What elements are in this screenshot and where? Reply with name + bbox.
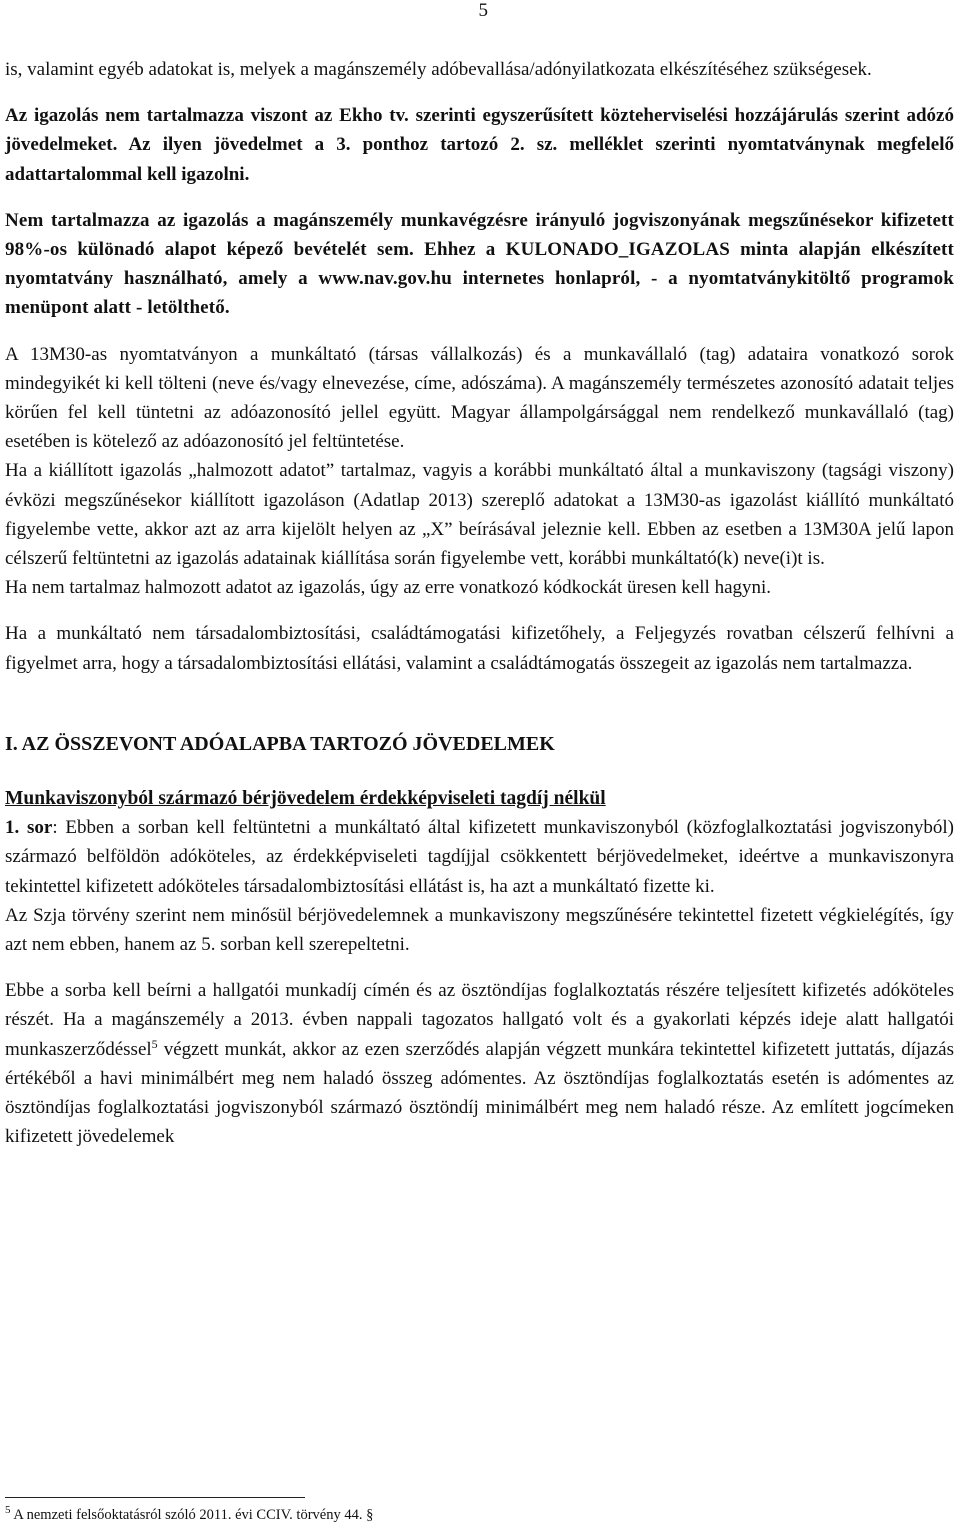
paragraph-intro: is, valamint egyéb adatokat is, melyek a magánszemély adóbevallása/adónyilatkozata elkészítéséhez szükségesek. [5,59,872,80]
hallgatoi-text-1: Ebbe a sorba kell beírni a hallgatói munkadíj címén és az ösztöndíjas foglalkoztatás részére teljesített kifizetés adóköteles részét. Ha a magánszemély a 2013. évben nappali tagozatos hallgató volt és a gyakorlati képzés ideje alatt hallgatói munkaszerződéssel [5,980,954,1060]
paragraph-feljegyzes: Ha a munkáltató nem társadalombiztosítási, családtámogatási kifizetőhely, a Feljegyzés rovatban célszerű felhívni a figyelmet arra, hogy a társadalombiztosítási ellátási, valamint a családtámogatás összegeit az igazolás nem tartalmazza. [5,623,954,674]
footnote-text: A nemzeti felsőoktatásról szóló 2011. évi CCIV. törvény 44. § [10,1507,374,1523]
paragraph-ekho [5,101,954,189]
document-body [5,55,954,1152]
paragraph-hallgatoi [5,976,954,1151]
paragraph-halmozott: Ha a kiállított igazolás „halmozott adatot” tartalmaz, vagyis a korábbi munkáltató által a munkaviszony (tagsági viszony) évközi megszűnésekor kiállított igazoláson (Adatlap 2013) szereplő adatokat a 13M30-as igazolást kiállító munkáltató figyelembe vette, akkor azt az arra kijelölt helyen az „X” beírásával jeleznie kell. Ebben az esetben a 13M30A jelű lapon célszerű feltüntetni az igazolás adatainak kiállítása során figyelembe vett, korábbi munkáltató(k) neve(i)t is. [5,460,954,570]
paragraph-kulonado: Nem tartalmazza az igazolás a magánszemély munkavégzésre irányuló jogviszonyának megszűnésekor kifizetett 98%-os különadó alapot képező bevételét sem. Ehhez a KULONADO_IGAZOLAS minta alapján elkészített nyomtatvány használható, amely a www.nav.gov.hu internetes honlapról, - a nyomtatványkitöltő programok menüpont alatt - letölthető. [5,209,954,319]
footnote [5,1505,373,1525]
page-number: 5 [478,0,488,21]
paragraph-no-halmozott: Ha nem tartalmaz halmozott adatot az igazolás, úgy az erre vonatkozó kódkockát üresen kell hagyni. [5,577,772,599]
sub-heading: Munkaviszonyból származó bérjövedelem érdekképviseleti tagdíj nélkül [5,788,606,810]
ekho-sentence-1: Az igazolás nem tartalmazza viszont az Ekho tv. szerinti egyszerűsített közteherviselési hozzájárulás szerint adózó jövedelmeket. [5,105,954,156]
footnote-marker: 5 [5,1504,11,1516]
paragraph-13m30: A 13M30-as nyomtatványon a munkáltató (társas vállalkozás) és a munkavállaló (tag) adataira vonatkozó sorok mindegyikét ki kell tölteni (neve és/vagy elnevezése, címe, adószáma). A magánszemély természetes azonosító adatait teljes körűen fel kell tüntetni az adóazonosító jellel együtt. Magyar állampolgársággal nem rendelkező munkavállaló (tag) esetében is kötelező az adóazonosító jel feltüntetése. [5,343,954,453]
ekho-sentence-2: Az ilyen jövedelmet a 3. ponthoz tartozó 2. sz. melléklet szerinti nyomtatványnak megfelelő adattartalommal kell igazolni. [5,134,954,185]
row-label: 1. sor [5,817,53,839]
footnote-divider [5,1497,305,1498]
paragraph-row-1 [5,813,954,901]
section-heading: I. AZ ÖSSZEVONT ADÓALAPBA TARTOZÓ JÖVEDELMEK [5,732,555,755]
row-1-text: : Ebben a sorban kell feltüntetni a munkáltató által kifizetett munkaviszonyból (közfoglalkoztatási jogviszonyból) származó belföldön adóköteles, az érdekképviseleti tagdíjjal csökkentett bérjövedelmeket, ideértve a munkaviszonyra tekintettel kifizetett adóköteles társadalombiztosítási ellátást is, ha azt a munkáltató fizette ki. [5,817,954,897]
hallgatoi-text-2: végzett munkát, akkor az ezen szerződés alapján végzett munkára tekintettel kifizetett juttatás, díjazás értékéből a havi minimálbért meg nem haladó összeg adómentes. Az ösztöndíjas foglalkoztatás esetén is adómentes az ösztöndíjas foglalkoztatási jogviszonyból származó ösztöndíj minimálbért meg nem haladó része. Az említett jogcímeken kifizetett jövedelemek [5,1038,954,1148]
footnote-reference: 5 [151,1036,158,1051]
paragraph-vegkielegites: Az Szja törvény szerint nem minősül bérjövedelemnek a munkaviszony megszűnésére tekintettel fizetett végkielégítés, így azt nem ebben, hanem az 5. sorban kell szerepeltetni. [5,904,954,956]
